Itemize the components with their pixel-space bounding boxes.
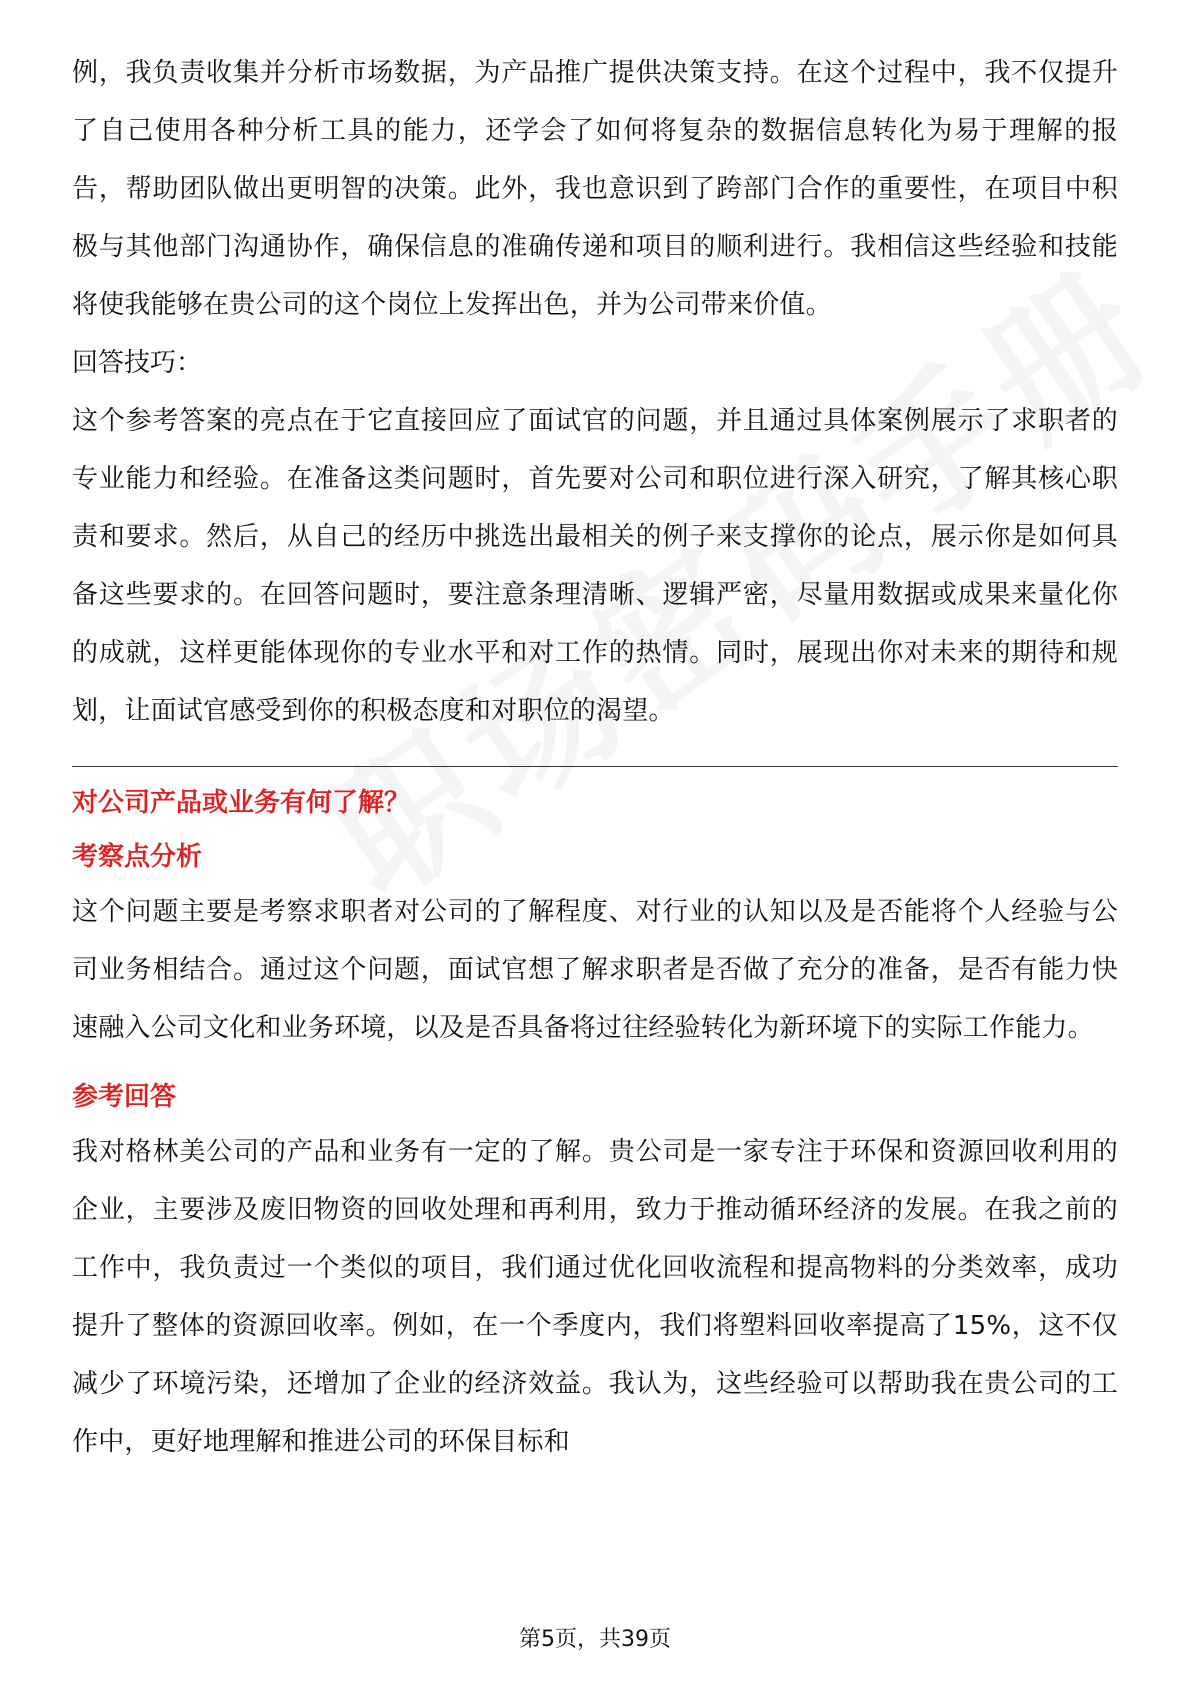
answer-heading: 参考回答 <box>72 1082 177 1112</box>
answer-paragraph: 我对格林美公司的产品和业务有一定的了解。贵公司是一家专注于环保和资源回收利用的企业，主要涉及废旧物资的回收处理和再利用，致力于推动循环经济的发展。在我之前的工作中，我负责过一个类似的项目，我们通过优化回收流程和提高物料的分类效率，成功提升了整体的资源回收率。例如，在一个季度内，我们将塑料回收率提高了15%，这不仅减少了环境污染，还增加了企业的经济效益。我认为，这些经验可以帮助我在贵公司的工作中，更好地理解和推进公司的环保目标和 <box>72 1137 1118 1457</box>
tips-paragraph: 这个参考答案的亮点在于它直接回应了面试官的问题，并且通过具体案例展示了求职者的专业能力和经验。在准备这类问题时，首先要对公司和职位进行深入研究，了解其核心职责和要求。然后，从自己的经历中挑选出最相关的例子来支撑你的论点，展示你是如何具备这些要求的。在回答问题时，要注意条理清晰、逻辑严密，尽量用数据或成果来量化你的成就，这样更能体现你的专业水平和对工作的热情。同时，展现出你对未来的期待和规划，让面试官感受到你的积极态度和对职位的渴望。 <box>72 406 1118 726</box>
intro-paragraph: 例，我负责收集并分析市场数据，为产品推广提供决策支持。在这个过程中，我不仅提升了自己使用各种分析工具的能力，还学会了如何将复杂的数据信息转化为易于理解的报告，帮助团队做出更明智的决策。此外，我也意识到了跨部门合作的重要性，在项目中积极与其他部门沟通协作，确保信息的准确传递和项目的顺利进行。我相信这些经验和技能将使我能够在贵公司的这个岗位上发挥出色，并为公司带来价值。 <box>72 58 1118 320</box>
question-title: 对公司产品或业务有何了解？ <box>72 788 411 818</box>
page-indicator: 第5页，共39页 <box>519 1627 671 1652</box>
section-gap <box>72 1057 1118 1071</box>
analysis-heading: 考察点分析 <box>72 842 203 872</box>
section-divider <box>72 766 1118 767</box>
tips-label: 回答技巧： <box>72 348 203 378</box>
document-page <box>72 44 1118 1471</box>
analysis-paragraph: 这个问题主要是考察求职者对公司的了解程度、对行业的认知以及是否能将个人经验与公司业务相结合。通过这个问题，面试官想了解求职者是否做了充分的准备，是否有能力快速融入公司文化和业务环境，以及是否具备将过往经验转化为新环境下的实际工作能力。 <box>72 897 1118 1043</box>
